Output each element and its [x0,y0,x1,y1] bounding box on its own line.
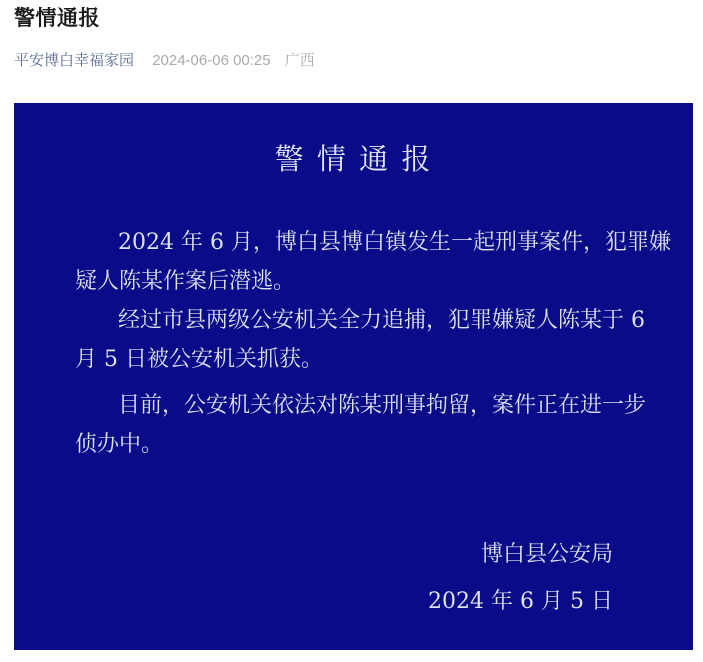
notice-line: 目前，公安机关依法对陈某刑事拘留，案件正在进一步 [118,393,647,418]
notice-line: 侦办中。 [75,432,164,457]
notice-body [75,223,671,464]
notice-line: 经过市县两级公安机关全力追捕，犯罪嫌疑人陈某于 6 [118,308,645,333]
article-title: 警情通报 [14,7,100,30]
publish-time: 2024-06-06 00:25 [152,52,271,69]
notice-line: 月 5 日被公安机关抓获。 [75,347,323,372]
publish-region: 广西 [284,52,315,69]
account-name-link[interactable]: 平安博白幸福家园 [14,52,135,69]
notice-line: 疑人陈某作案后潜逃。 [75,269,296,294]
signature-agency: 博白县公安局 [480,542,613,567]
police-notice-image[interactable] [14,103,693,650]
notice-signature-block [428,540,613,617]
signature-date: 2024 年 6 月 5 日 [428,589,613,614]
notice-line: 2024 年 6 月，博白县博白镇发生一起刑事案件，犯罪嫌 [118,230,671,255]
notice-heading: 警 情 通 报 [274,142,433,176]
byline [14,51,315,71]
